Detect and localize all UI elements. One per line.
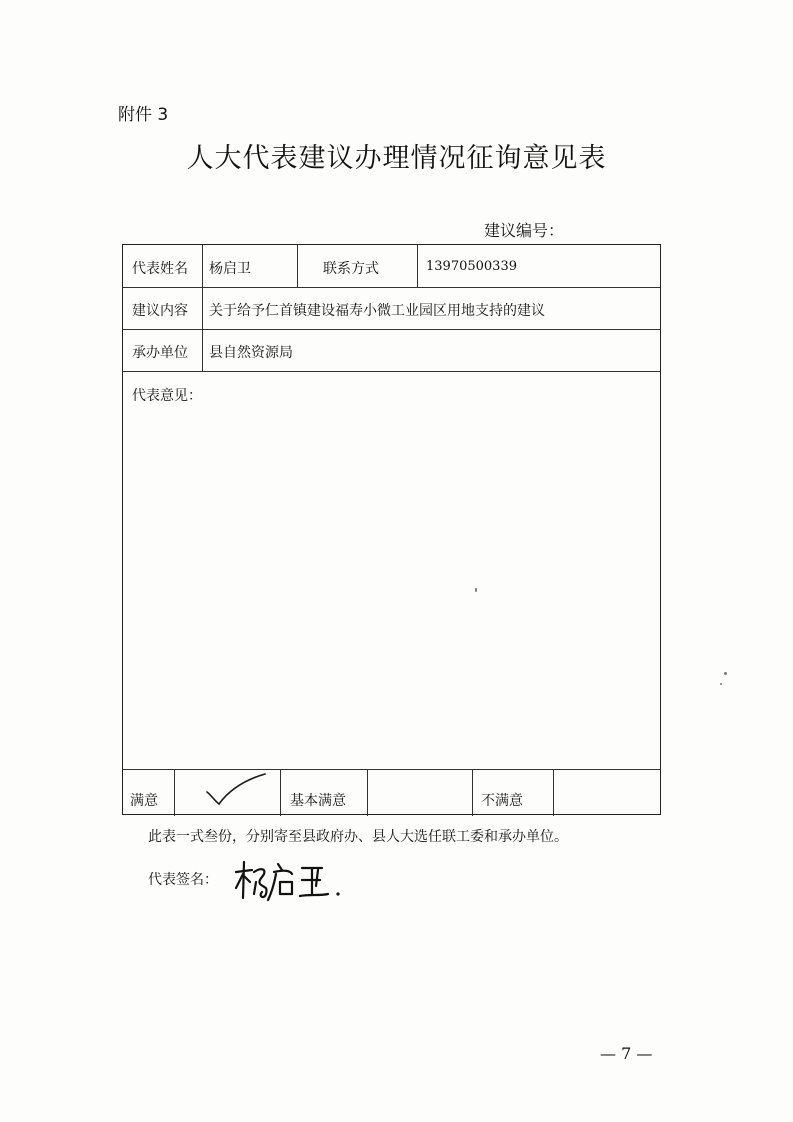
column-divider xyxy=(367,769,368,816)
handling-unit-value: 县自然资源局 xyxy=(209,345,293,361)
column-divider xyxy=(280,769,281,816)
rep-name-label: 代表姓名 xyxy=(132,261,188,277)
content-value: 关于给予仁首镇建设福寿小微工业园区用地支持的建议 xyxy=(209,303,545,319)
page-number: — 7 — xyxy=(600,1044,653,1063)
row-divider xyxy=(123,769,660,770)
handling-unit-label: 承办单位 xyxy=(132,345,188,361)
opinion-label: 代表意见： xyxy=(132,388,202,404)
row-divider xyxy=(123,329,660,330)
row-divider xyxy=(123,287,660,288)
basic-satisfied-label: 基本满意 xyxy=(290,793,346,809)
page-title: 人大代表建议办理情况征询意见表 xyxy=(186,143,607,174)
signature-label: 代表签名： xyxy=(148,872,218,888)
column-divider xyxy=(417,245,418,287)
column-divider xyxy=(202,245,203,371)
handwritten-signature xyxy=(232,858,344,904)
scan-speck xyxy=(720,683,722,685)
suggestion-number-label: 建议编号： xyxy=(484,221,565,240)
scan-speck xyxy=(475,588,477,592)
attachment-label: 附件 3 xyxy=(118,105,169,125)
distribution-note: 此表一式叁份，分别寄至县政府办、县人大选任联工委和承办单位。 xyxy=(148,829,568,845)
column-divider xyxy=(472,769,473,816)
column-divider xyxy=(297,245,298,287)
scan-speck xyxy=(724,672,727,675)
checkmark-icon xyxy=(201,773,271,809)
not-satisfied-label: 不满意 xyxy=(481,793,523,809)
row-divider xyxy=(123,371,660,372)
opinion-form-table xyxy=(122,244,661,815)
rep-name-value: 杨启卫 xyxy=(209,261,251,277)
contact-label: 联系方式 xyxy=(323,261,379,277)
satisfied-label: 满意 xyxy=(130,793,158,809)
column-divider xyxy=(553,769,554,816)
content-label: 建议内容 xyxy=(132,303,188,319)
column-divider xyxy=(174,769,175,816)
contact-value: 13970500339 xyxy=(426,259,517,274)
